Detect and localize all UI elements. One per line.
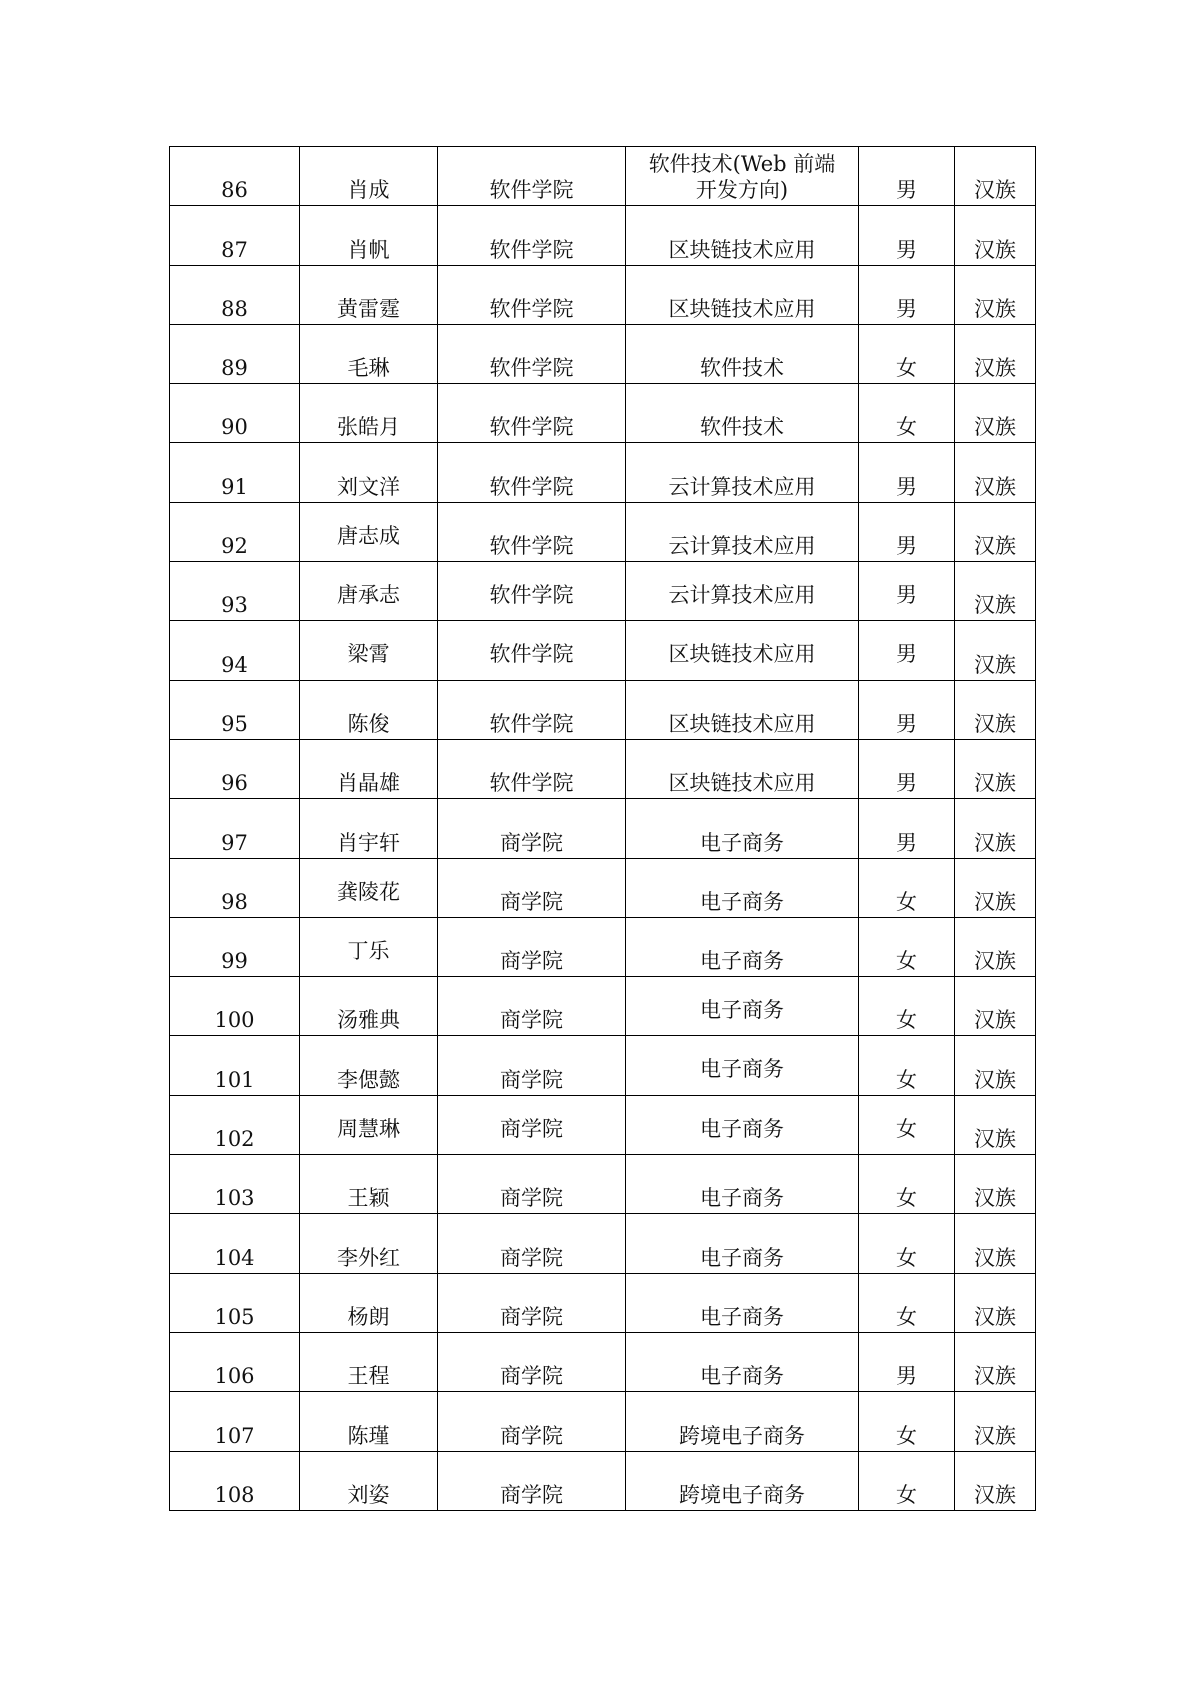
table-row bbox=[170, 206, 1036, 265]
table-row bbox=[170, 265, 1036, 324]
ethnicity: 汉族 bbox=[955, 1273, 1036, 1332]
table-row bbox=[170, 799, 1036, 858]
college: 商学院 bbox=[438, 1036, 626, 1095]
gender: 女 bbox=[859, 858, 955, 917]
ethnicity: 汉族 bbox=[955, 1214, 1036, 1273]
major: 区块链技术应用 bbox=[626, 739, 859, 798]
row-number: 92 bbox=[170, 502, 300, 561]
college: 软件学院 bbox=[438, 443, 626, 502]
row-number: 95 bbox=[170, 680, 300, 739]
table-row bbox=[170, 680, 1036, 739]
student-name: 龚陵花 bbox=[300, 858, 438, 917]
gender: 男 bbox=[859, 562, 955, 621]
ethnicity: 汉族 bbox=[955, 858, 1036, 917]
row-number: 94 bbox=[170, 621, 300, 680]
table-row bbox=[170, 324, 1036, 383]
student-name: 杨朗 bbox=[300, 1273, 438, 1332]
ethnicity: 汉族 bbox=[955, 502, 1036, 561]
row-number: 91 bbox=[170, 443, 300, 502]
row-number: 107 bbox=[170, 1392, 300, 1451]
major: 电子商务 bbox=[626, 917, 859, 976]
college: 商学院 bbox=[438, 1095, 626, 1154]
table-row bbox=[170, 1155, 1036, 1214]
roster-body bbox=[170, 147, 1036, 1511]
row-number: 96 bbox=[170, 739, 300, 798]
table-row bbox=[170, 621, 1036, 680]
college: 软件学院 bbox=[438, 680, 626, 739]
row-number: 89 bbox=[170, 324, 300, 383]
college: 软件学院 bbox=[438, 324, 626, 383]
major: 跨境电子商务 bbox=[626, 1392, 859, 1451]
row-number: 102 bbox=[170, 1095, 300, 1154]
student-name: 刘姿 bbox=[300, 1451, 438, 1510]
ethnicity: 汉族 bbox=[955, 799, 1036, 858]
student-name: 李偲懿 bbox=[300, 1036, 438, 1095]
ethnicity: 汉族 bbox=[955, 384, 1036, 443]
ethnicity: 汉族 bbox=[955, 917, 1036, 976]
table-row bbox=[170, 858, 1036, 917]
major: 区块链技术应用 bbox=[626, 265, 859, 324]
college: 软件学院 bbox=[438, 739, 626, 798]
row-number: 99 bbox=[170, 917, 300, 976]
gender: 男 bbox=[859, 147, 955, 206]
college: 商学院 bbox=[438, 1155, 626, 1214]
college: 软件学院 bbox=[438, 502, 626, 561]
table-row bbox=[170, 147, 1036, 206]
table-row bbox=[170, 917, 1036, 976]
ethnicity: 汉族 bbox=[955, 1451, 1036, 1510]
ethnicity: 汉族 bbox=[955, 680, 1036, 739]
table-row bbox=[170, 1332, 1036, 1391]
major: 电子商务 bbox=[626, 977, 859, 1036]
row-number: 101 bbox=[170, 1036, 300, 1095]
ethnicity: 汉族 bbox=[955, 1036, 1036, 1095]
ethnicity: 汉族 bbox=[955, 562, 1036, 621]
ethnicity: 汉族 bbox=[955, 621, 1036, 680]
row-number: 106 bbox=[170, 1332, 300, 1391]
table-row bbox=[170, 443, 1036, 502]
row-number: 87 bbox=[170, 206, 300, 265]
gender: 男 bbox=[859, 502, 955, 561]
table-row bbox=[170, 384, 1036, 443]
gender: 女 bbox=[859, 1273, 955, 1332]
ethnicity: 汉族 bbox=[955, 1095, 1036, 1154]
table-row bbox=[170, 1392, 1036, 1451]
student-name: 李外红 bbox=[300, 1214, 438, 1273]
ethnicity: 汉族 bbox=[955, 739, 1036, 798]
gender: 男 bbox=[859, 443, 955, 502]
college: 商学院 bbox=[438, 1332, 626, 1391]
table-row bbox=[170, 977, 1036, 1036]
ethnicity: 汉族 bbox=[955, 265, 1036, 324]
row-number: 108 bbox=[170, 1451, 300, 1510]
ethnicity: 汉族 bbox=[955, 443, 1036, 502]
student-name: 肖晶雄 bbox=[300, 739, 438, 798]
table-row bbox=[170, 502, 1036, 561]
student-name: 唐志成 bbox=[300, 502, 438, 561]
student-name: 肖成 bbox=[300, 147, 438, 206]
major: 电子商务 bbox=[626, 1273, 859, 1332]
table-row bbox=[170, 1451, 1036, 1510]
row-number: 98 bbox=[170, 858, 300, 917]
student-name: 周慧琳 bbox=[300, 1095, 438, 1154]
gender: 男 bbox=[859, 739, 955, 798]
student-name: 陈瑾 bbox=[300, 1392, 438, 1451]
student-name: 张皓月 bbox=[300, 384, 438, 443]
major: 云计算技术应用 bbox=[626, 502, 859, 561]
student-name: 黄雷霆 bbox=[300, 265, 438, 324]
student-name: 陈俊 bbox=[300, 680, 438, 739]
college: 商学院 bbox=[438, 1451, 626, 1510]
college: 商学院 bbox=[438, 917, 626, 976]
table-row bbox=[170, 1214, 1036, 1273]
student-name: 刘文洋 bbox=[300, 443, 438, 502]
gender: 女 bbox=[859, 1036, 955, 1095]
major: 软件技术(Web 前端开发方向) bbox=[626, 147, 859, 206]
college: 商学院 bbox=[438, 977, 626, 1036]
student-roster-table bbox=[169, 146, 1036, 1511]
table-row bbox=[170, 562, 1036, 621]
gender: 女 bbox=[859, 1155, 955, 1214]
college: 软件学院 bbox=[438, 206, 626, 265]
college: 商学院 bbox=[438, 858, 626, 917]
student-name: 丁乐 bbox=[300, 917, 438, 976]
college: 软件学院 bbox=[438, 147, 626, 206]
ethnicity: 汉族 bbox=[955, 324, 1036, 383]
major: 软件技术 bbox=[626, 384, 859, 443]
row-number: 105 bbox=[170, 1273, 300, 1332]
student-name: 梁霄 bbox=[300, 621, 438, 680]
row-number: 103 bbox=[170, 1155, 300, 1214]
gender: 女 bbox=[859, 324, 955, 383]
row-number: 104 bbox=[170, 1214, 300, 1273]
college: 商学院 bbox=[438, 1214, 626, 1273]
major: 区块链技术应用 bbox=[626, 680, 859, 739]
student-name: 王程 bbox=[300, 1332, 438, 1391]
gender: 男 bbox=[859, 680, 955, 739]
table-row bbox=[170, 1273, 1036, 1332]
major: 云计算技术应用 bbox=[626, 443, 859, 502]
student-name: 肖帆 bbox=[300, 206, 438, 265]
major: 区块链技术应用 bbox=[626, 621, 859, 680]
row-number: 97 bbox=[170, 799, 300, 858]
ethnicity: 汉族 bbox=[955, 977, 1036, 1036]
table-row bbox=[170, 1036, 1036, 1095]
major: 区块链技术应用 bbox=[626, 206, 859, 265]
table-row bbox=[170, 1095, 1036, 1154]
ethnicity: 汉族 bbox=[955, 147, 1036, 206]
major: 电子商务 bbox=[626, 858, 859, 917]
ethnicity: 汉族 bbox=[955, 1332, 1036, 1391]
row-number: 93 bbox=[170, 562, 300, 621]
student-name: 毛琳 bbox=[300, 324, 438, 383]
gender: 男 bbox=[859, 799, 955, 858]
major: 跨境电子商务 bbox=[626, 1451, 859, 1510]
gender: 女 bbox=[859, 917, 955, 976]
college: 软件学院 bbox=[438, 384, 626, 443]
major: 云计算技术应用 bbox=[626, 562, 859, 621]
gender: 男 bbox=[859, 621, 955, 680]
major: 电子商务 bbox=[626, 799, 859, 858]
student-name: 王颖 bbox=[300, 1155, 438, 1214]
student-name: 汤雅典 bbox=[300, 977, 438, 1036]
gender: 女 bbox=[859, 1451, 955, 1510]
gender: 男 bbox=[859, 206, 955, 265]
ethnicity: 汉族 bbox=[955, 1155, 1036, 1214]
gender: 男 bbox=[859, 265, 955, 324]
college: 商学院 bbox=[438, 1273, 626, 1332]
row-number: 90 bbox=[170, 384, 300, 443]
college: 商学院 bbox=[438, 799, 626, 858]
major: 电子商务 bbox=[626, 1214, 859, 1273]
major: 电子商务 bbox=[626, 1036, 859, 1095]
row-number: 86 bbox=[170, 147, 300, 206]
major: 电子商务 bbox=[626, 1332, 859, 1391]
gender: 女 bbox=[859, 1214, 955, 1273]
college: 软件学院 bbox=[438, 562, 626, 621]
gender: 女 bbox=[859, 384, 955, 443]
student-name: 唐承志 bbox=[300, 562, 438, 621]
ethnicity: 汉族 bbox=[955, 206, 1036, 265]
gender: 女 bbox=[859, 1095, 955, 1154]
gender: 女 bbox=[859, 1392, 955, 1451]
major: 电子商务 bbox=[626, 1095, 859, 1154]
student-name: 肖宇轩 bbox=[300, 799, 438, 858]
college: 商学院 bbox=[438, 1392, 626, 1451]
row-number: 88 bbox=[170, 265, 300, 324]
major: 软件技术 bbox=[626, 324, 859, 383]
row-number: 100 bbox=[170, 977, 300, 1036]
ethnicity: 汉族 bbox=[955, 1392, 1036, 1451]
table-row bbox=[170, 739, 1036, 798]
college: 软件学院 bbox=[438, 621, 626, 680]
gender: 女 bbox=[859, 977, 955, 1036]
gender: 男 bbox=[859, 1332, 955, 1391]
college: 软件学院 bbox=[438, 265, 626, 324]
major: 电子商务 bbox=[626, 1155, 859, 1214]
